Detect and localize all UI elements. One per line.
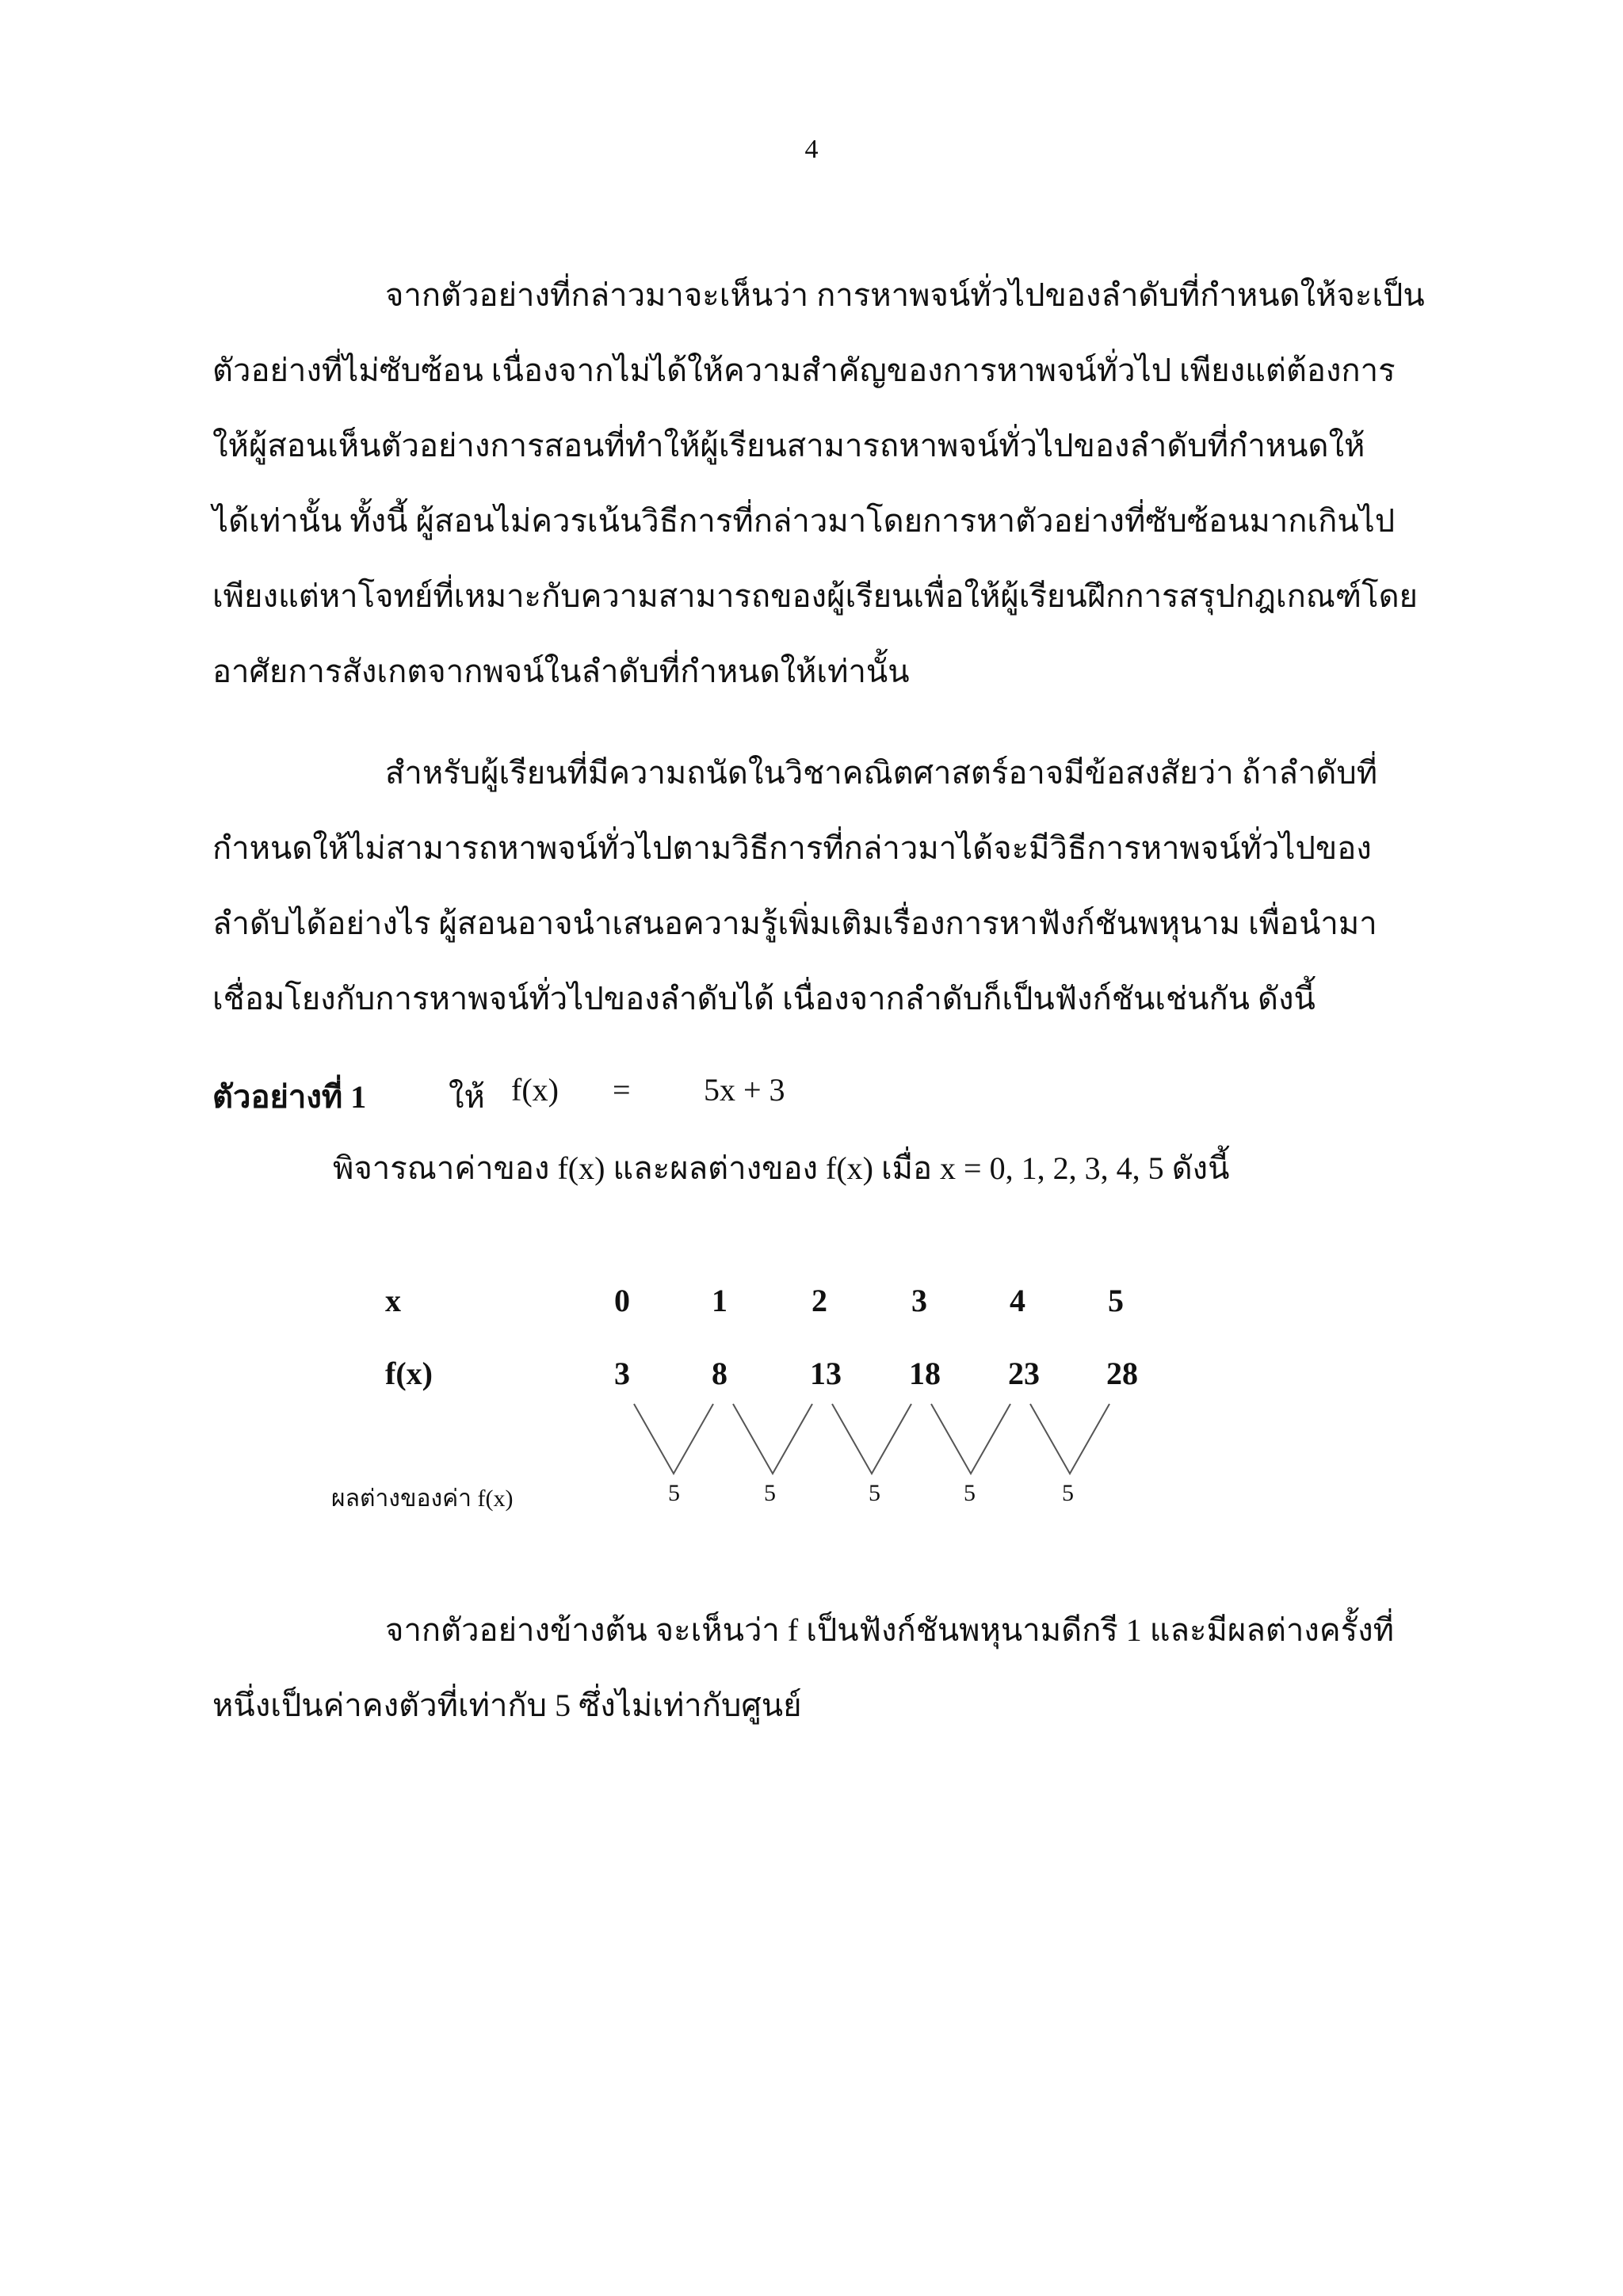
difference-row [0, 1480, 1623, 1512]
f-value-cell: 18 [909, 1356, 941, 1391]
paragraph-2-line: สำหรับผู้เรียนที่มีความถนัดในวิชาคณิตศาสตร์อาจมีข้อสงสัยว่า ถ้าลำดับที่ [385, 755, 1378, 791]
f-value-cell: 8 [712, 1356, 727, 1391]
example-label: ตัวอย่างที่ 1 [212, 1079, 367, 1115]
difference-value: 5 [668, 1480, 680, 1506]
x-value-cell: 4 [1010, 1283, 1025, 1318]
paragraph-1-line: เพียงแต่หาโจทย์ที่เหมาะกับความสามารถของผู้เรียนเพื่อให้ผู้เรียนฝึกการสรุปกฎเกณฑ์โดย [212, 578, 1418, 614]
paragraph-3 [212, 1592, 1417, 1743]
x-value-cell: 0 [614, 1283, 630, 1318]
difference-connector [733, 1404, 812, 1474]
f-row-label: f(x) [385, 1356, 433, 1391]
paragraph-3-line: จากตัวอย่างข้างต้น จะเห็นว่า f เป็นฟังก์ชันพหุนามดีกรี 1 และมีผลต่างครั้งที่ [385, 1612, 1394, 1648]
paragraph-2-line: กำหนดให้ไม่สามารถหาพจน์ทั่วไปตามวิธีการที่กล่าวมาได้จะมีวิธีการหาพจน์ทั่วไปของ [212, 830, 1372, 866]
x-value-cell: 1 [712, 1283, 727, 1318]
example-instruction: พิจารณาค่าของ f(x) และผลต่างของ f(x) เมื่อ x = 0, 1, 2, 3, 4, 5 ดังนี้ [333, 1150, 1230, 1186]
f-value-cell: 28 [1106, 1356, 1138, 1391]
paragraph-1-line: ให้ผู้สอนเห็นตัวอย่างการสอนที่ทำให้ผู้เรียนสามารถหาพจน์ทั่วไปของลำดับที่กำหนดให้ [212, 428, 1365, 463]
page-number: 4 [804, 135, 819, 164]
difference-connector [832, 1404, 911, 1474]
f-value-cell: 13 [810, 1356, 842, 1391]
example-function: f(x) [511, 1072, 559, 1108]
difference-value: 5 [869, 1480, 880, 1506]
f-value-cell: 23 [1008, 1356, 1040, 1391]
paragraph-2-line: ลำดับได้อย่างไร ผู้สอนอาจนำเสนอความรู้เพิ่มเติมเรื่องการหาฟังก์ชันพหุนาม เพื่อนำมา [212, 906, 1377, 941]
difference-connector [931, 1404, 1010, 1474]
x-value-cell: 3 [911, 1283, 927, 1318]
paragraph-3-line: หนึ่งเป็นค่าคงตัวที่เท่ากับ 5 ซึ่งไม่เท่ากับศูนย์ [212, 1688, 802, 1723]
paragraph-1 [212, 257, 1425, 709]
paragraph-1-line: ได้เท่านั้น ทั้งนี้ ผู้สอนไม่ควรเน้นวิธีการที่กล่าวมาโดยการหาตัวอย่างที่ซับซ้อนมากเกินไป [212, 503, 1396, 539]
example-expression: 5x + 3 [704, 1072, 785, 1108]
x-value-cell: 2 [812, 1283, 827, 1318]
difference-value: 5 [1062, 1480, 1074, 1506]
example-give-word: ให้ [449, 1079, 485, 1115]
difference-connector [1030, 1404, 1109, 1474]
paragraph-2-line: เชื่อมโยงกับการหาพจน์ทั่วไปของลำดับได้ เนื่องจากลำดับก็เป็นฟังก์ชันเช่นกัน ดังนี้ [212, 981, 1316, 1016]
x-row-label: x [385, 1283, 401, 1318]
paragraph-1-line: อาศัยการสังเกตจากพจน์ในลำดับที่กำหนดให้เท่านั้น [212, 654, 910, 689]
example-equals: = [613, 1072, 631, 1108]
paragraph-1-line: ตัวอย่างที่ไม่ซับซ้อน เนื่องจากไม่ได้ให้ความสำคัญของการหาพจน์ทั่วไป เพียงแต่ต้องการ [212, 353, 1396, 388]
difference-value: 5 [964, 1480, 976, 1506]
difference-value: 5 [764, 1480, 776, 1506]
table-x-row [0, 1282, 1623, 1329]
f-value-cell: 3 [614, 1356, 630, 1391]
paragraph-2 [212, 735, 1417, 1036]
difference-connector-lines [0, 1394, 1623, 1482]
difference-label: ผลต่างของค่า f(x) [331, 1486, 514, 1512]
x-value-cell: 5 [1108, 1283, 1124, 1318]
difference-connector [634, 1404, 713, 1474]
paragraph-1-line: จากตัวอย่างที่กล่าวมาจะเห็นว่า การหาพจน์ทั่วไปของลำดับที่กำหนดให้จะเป็น [385, 277, 1425, 313]
